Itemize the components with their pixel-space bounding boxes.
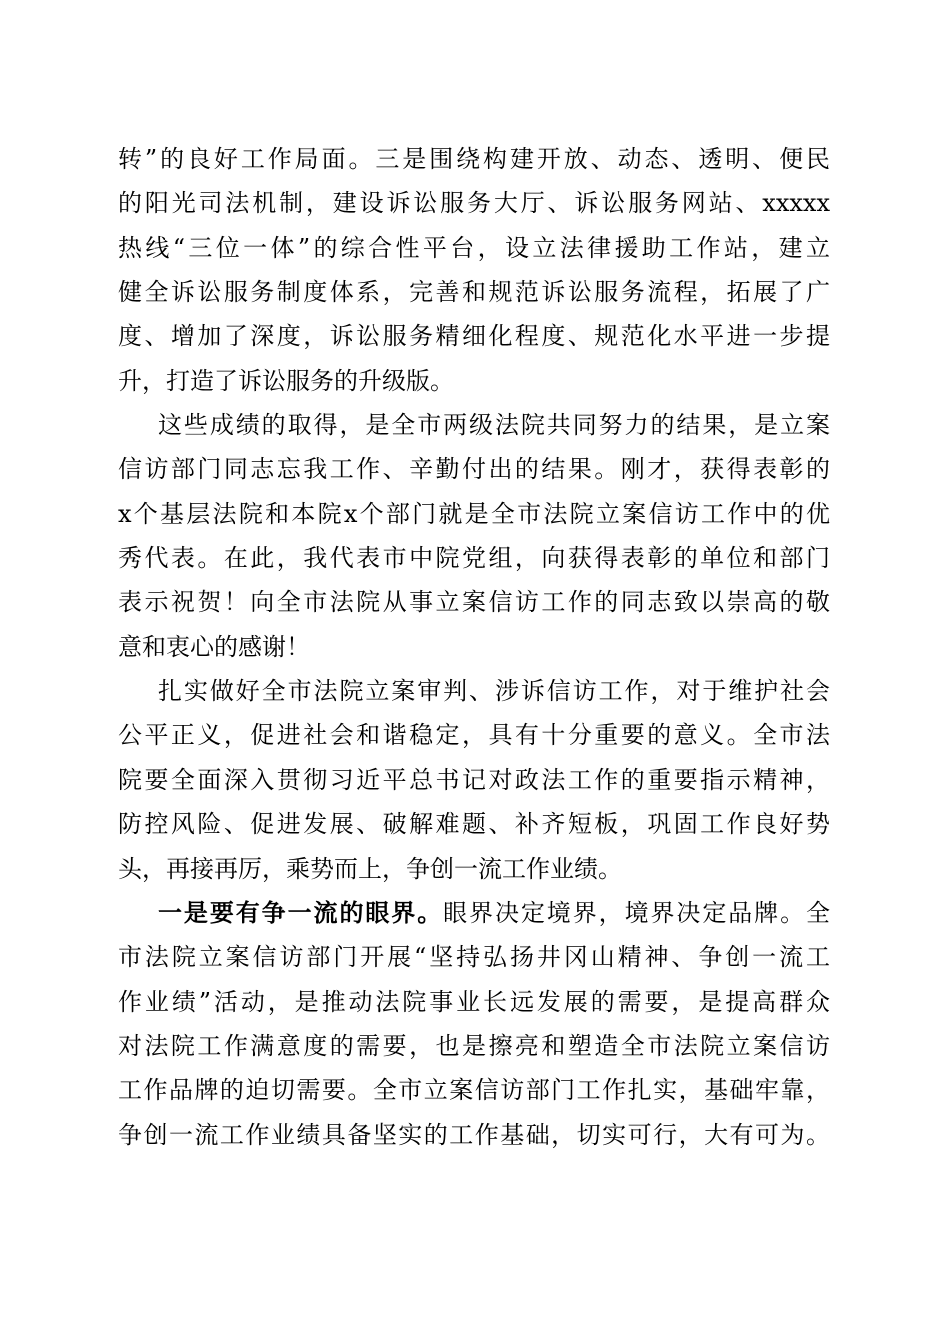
paragraph-line: 热线“三位一体”的综合性平台，设立法律援助工作站，建立 [118, 233, 830, 262]
paragraph-line: 市法院立案信访部门开展“坚持弘扬井冈山精神、争创一流工 [118, 943, 830, 972]
paragraph-line: 表示祝贺！向全市法院从事立案信访工作的同志致以崇高的敬 [118, 588, 830, 617]
paragraph-line: 争创一流工作业绩具备坚实的工作基础，切实可行，大有可为。 [118, 1120, 830, 1149]
document-body [118, 137, 830, 1157]
paragraph-line: 院要全面深入贯彻习近平总书记对政法工作的重要指示精神， [118, 765, 830, 794]
paragraph-line: 转”的良好工作局面。三是围绕构建开放、动态、透明、便民 [118, 145, 830, 173]
paragraph-line: 意和衷心的感谢！ [118, 632, 310, 661]
paragraph-4 [118, 891, 830, 1157]
paragraph-line: 对法院工作满意度的需要，也是擦亮和塑造全市法院立案信访 [118, 1031, 830, 1060]
paragraph-line: 升，打造了诉讼服务的升级版。 [118, 366, 454, 395]
paragraph-line: 公平正义，促进社会和谐稳定，具有十分重要的意义。全市法 [118, 721, 830, 750]
paragraph-line: 作业绩”活动，是推动法院事业长远发展的需要，是提高群众 [118, 987, 830, 1016]
paragraph-line: 扎实做好全市法院立案审判、涉诉信访工作，对于维护社会 [158, 677, 830, 706]
paragraph-lead-heading: 一是要有争一流的眼界。 [158, 897, 444, 927]
paragraph-line: 工作品牌的迫切需要。全市立案信访部门工作扎实，基础牢靠， [118, 1076, 830, 1105]
paragraph-line: 度、增加了深度，诉讼服务精细化程度、规范化水平进一步提 [118, 322, 830, 351]
paragraph-1 [118, 137, 830, 403]
paragraph-line: 健全诉讼服务制度体系，完善和规范诉讼服务流程，拓展了广 [118, 278, 830, 307]
paragraph-line: 这些成绩的取得，是全市两级法院共同努力的结果，是立案 [158, 411, 830, 440]
paragraph-3 [118, 669, 830, 891]
paragraph-line: x个基层法院和本院x个部门就是全市法院立案信访工作中的优 [118, 499, 830, 528]
paragraph-2 [118, 403, 830, 669]
paragraph-line: 信访部门同志忘我工作、辛勤付出的结果。刚才，获得表彰的 [118, 455, 830, 484]
paragraph-line-text: 眼界决定境界，境界决定品牌。全 [443, 898, 831, 927]
paragraph-line: 的阳光司法机制，建设诉讼服务大厅、诉讼服务网站、xxxxx [118, 189, 830, 218]
paragraph-line: 头，再接再厉，乘势而上，争创一流工作业绩。 [118, 854, 622, 883]
paragraph-line: 防控风险、促进发展、破解难题、补齐短板，巩固工作良好势 [118, 810, 830, 839]
paragraph-line [118, 891, 830, 935]
paragraph-line: 秀代表。在此，我代表市中院党组，向获得表彰的单位和部门 [118, 544, 830, 573]
